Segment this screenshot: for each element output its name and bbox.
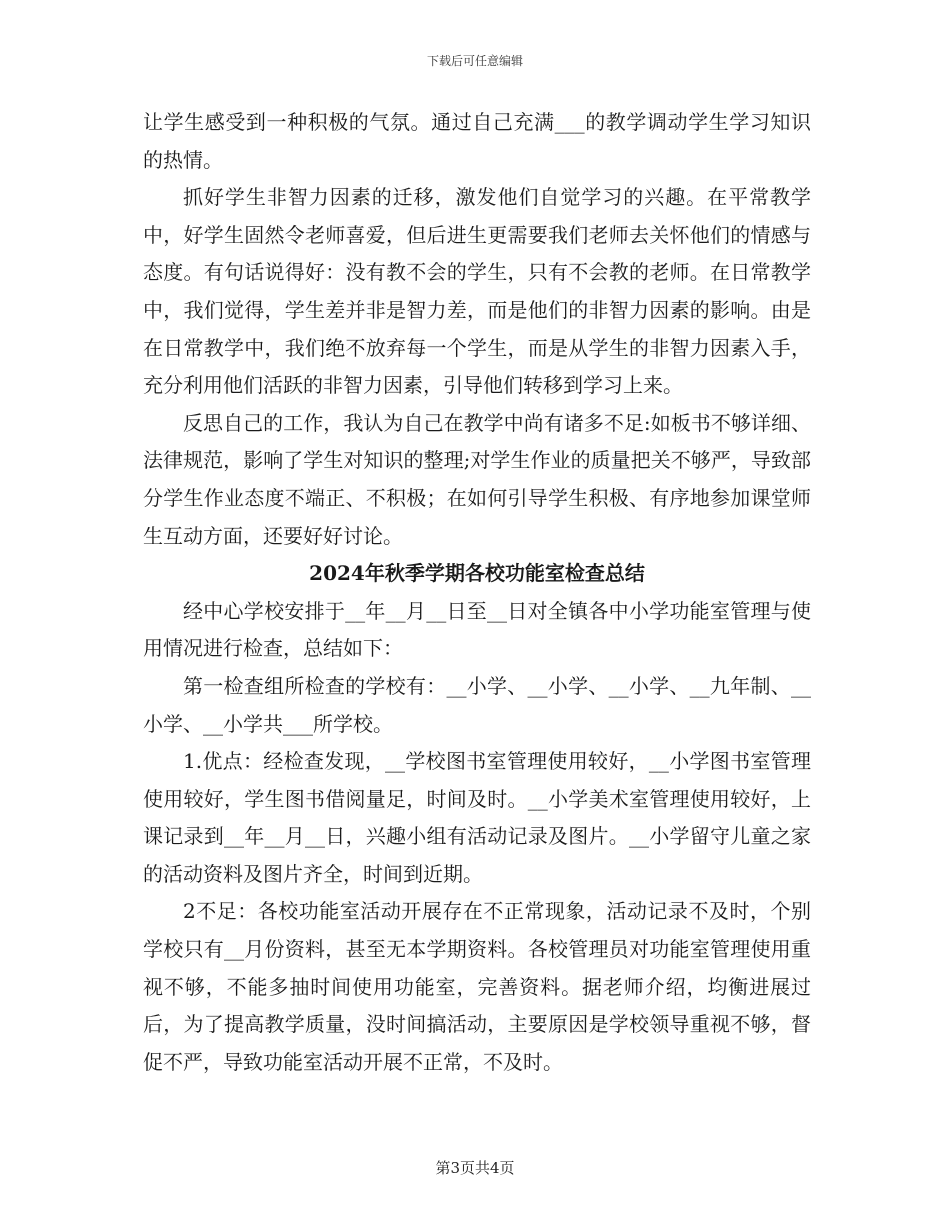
paragraph-non-intellectual-factors: 抓好学生非智力因素的迁移，激发他们自觉学习的兴趣。在平常教学中，好学生固然令老师喜爱，但后进生更需要我们老师去关怀他们的情感与态度。有句话说得好：没有教不会的学生，只有不会教的老师。在日常教学中，我们觉得，学生差并非是智力差，而是他们的非智力因素的影响。由是在日常教学中，我们绝不放弃每一个学生，而是从学生的非智力因素入手，充分利用他们活跃的非智力因素，引导他们转移到学习上来。 — [143, 185, 811, 398]
paragraph-inspection-schools: 第一检查组所检查的学校有：__小学、__小学、__小学、__九年制、__小学、__小学共___所学校。 — [143, 673, 811, 736]
page-number: 第3页共4页 — [435, 1159, 515, 1177]
document-body — [143, 104, 811, 1081]
paragraph-shortcomings: 2不足：各校功能室活动开展存在不正常现象，活动记录不及时，个别学校只有__月份资料，甚至无本学期资料。各校管理员对功能室管理使用重视不够，不能多抽时间使用功能室，完善资料。据老师介绍，均衡进展过后，为了提高教学质量，没时间搞活动，主要原因是学校领导重视不够，督促不严，导致功能室活动开展不正常，不及时。 — [143, 899, 811, 1074]
section-title: 2024年秋季学期各校功能室检查总结 — [309, 561, 645, 586]
page-header: 下载后可任意编辑 — [426, 54, 523, 68]
paragraph-continuation: 让学生感受到一种积极的气氛。通过自己充满___的教学调动学生学习知识的热情。 — [143, 110, 811, 172]
paragraph-reflection: 反思自己的工作，我认为自己在教学中尚有诸多不足:如板书不够详细、法律规范，影响了学生对知识的整理;对学生作业的质量把关不够严，导致部分学生作业态度不端正、不积极；在如何引导学生积极、有序地参加课堂师生互动方面，还要好好讨论。 — [143, 410, 811, 548]
paragraph-strengths: 1.优点：经检查发现，__学校图书室管理使用较好，__小学图书室管理使用较好，学生图书借阅量足，时间及时。__小学美术室管理使用较好，上课记录到__年__月__日，兴趣小组有活动记录及图片。__小学留守儿童之家的活动资料及图片齐全，时间到近期。 — [143, 749, 811, 886]
paragraph-inspection-intro: 经中心学校安排于__年__月__日至__日对全镇各中小学功能室管理与使用情况进行检查，总结如下： — [143, 598, 811, 661]
